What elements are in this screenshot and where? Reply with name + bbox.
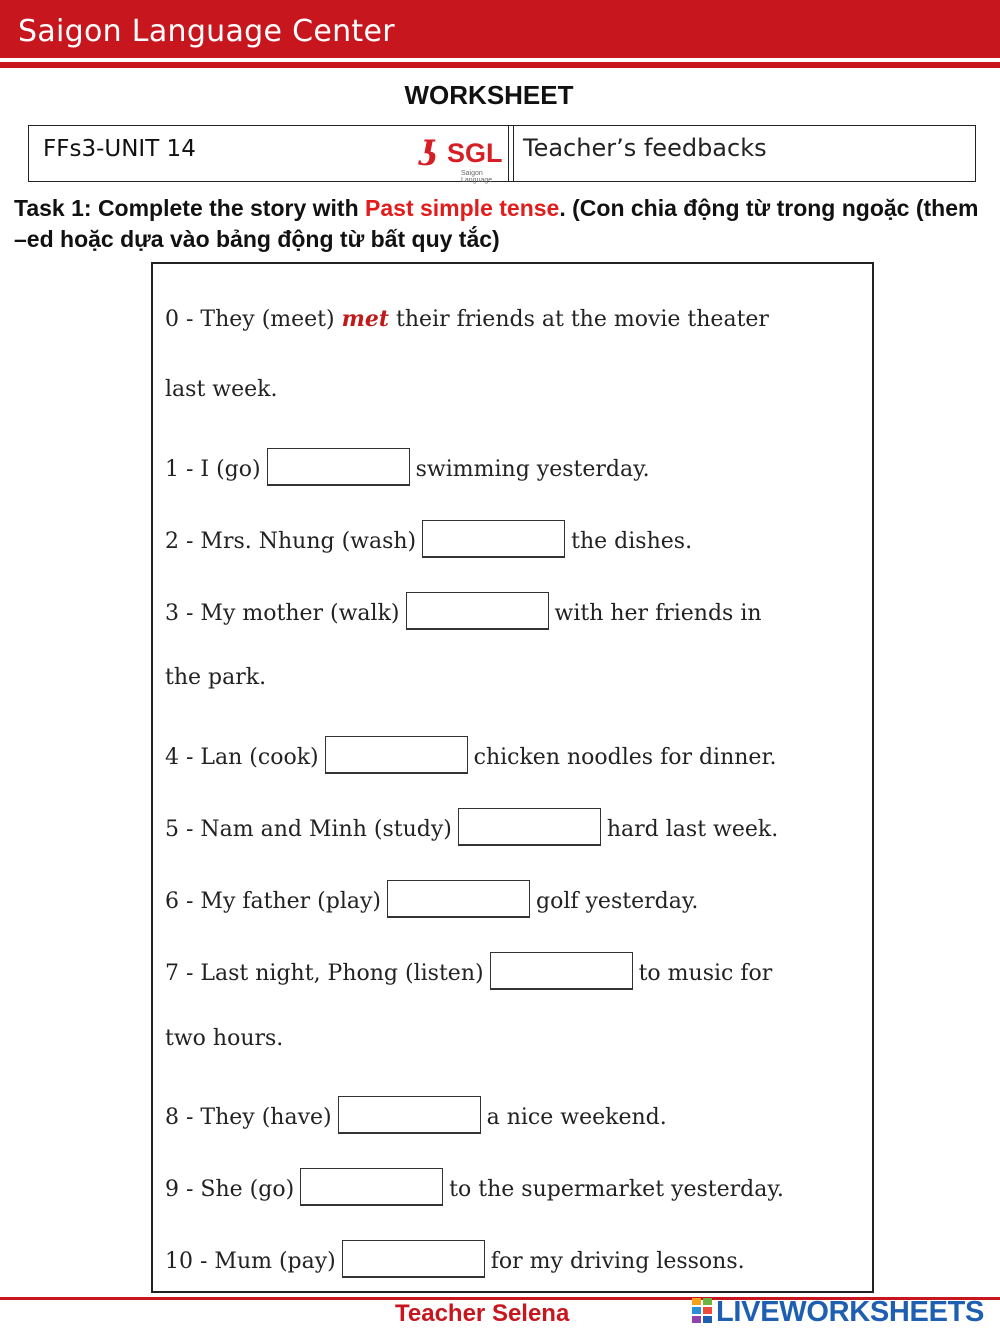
item-text: 10 - Mum (pay) bbox=[165, 1249, 336, 1274]
example-prefix: 0 - They (meet) bbox=[165, 307, 342, 332]
item-text: golf yesterday. bbox=[536, 889, 699, 914]
item-text: 5 - Nam and Minh (study) bbox=[165, 817, 452, 842]
item-text: 2 - Mrs. Nhung (wash) bbox=[165, 529, 417, 554]
header-bar bbox=[0, 0, 1000, 58]
list-item bbox=[165, 592, 762, 630]
unit-cell bbox=[29, 126, 509, 184]
item-text: 6 - My father (play) bbox=[165, 889, 381, 914]
feedback-label: Teacher’s feedbacks bbox=[523, 134, 767, 162]
item-text: to music for bbox=[638, 961, 773, 986]
list-item bbox=[165, 880, 698, 918]
list-item bbox=[165, 448, 650, 486]
item-text: with her friends in bbox=[554, 601, 762, 626]
example-suffix: their friends at the movie theater bbox=[389, 307, 769, 332]
item-text: the dishes. bbox=[571, 529, 693, 554]
item-text: 9 - She (go) bbox=[165, 1177, 295, 1202]
answer-input-1[interactable] bbox=[267, 448, 410, 486]
worksheet-title: WORKSHEET bbox=[404, 80, 574, 110]
item-text: swimming yesterday. bbox=[415, 457, 650, 482]
liveworksheets-text: LIVEWORKSHEETS bbox=[716, 1296, 985, 1328]
unit-label: FFs3-UNIT 14 bbox=[43, 136, 196, 162]
sgl-logo bbox=[419, 132, 509, 184]
answer-input-6[interactable] bbox=[387, 880, 530, 918]
item-continuation: the park. bbox=[165, 665, 267, 690]
item-text: for my driving lessons. bbox=[490, 1249, 745, 1274]
item-text: hard last week. bbox=[606, 817, 779, 842]
answer-input-8[interactable] bbox=[338, 1096, 481, 1134]
answer-input-4[interactable] bbox=[325, 736, 468, 774]
item-text: 1 - I (go) bbox=[165, 457, 261, 482]
sgl-logo-text: SGL bbox=[447, 138, 503, 168]
list-item bbox=[165, 808, 778, 846]
list-item bbox=[165, 1240, 745, 1278]
item-text: chicken noodles for dinner. bbox=[473, 745, 777, 770]
item-text: 8 - They (have) bbox=[165, 1105, 332, 1130]
teacher-name: Teacher Selena bbox=[395, 1300, 570, 1327]
task-prefix: Task 1: Complete the story with bbox=[14, 195, 366, 221]
answer-input-3[interactable] bbox=[406, 592, 549, 630]
answer-input-9[interactable] bbox=[300, 1168, 443, 1206]
liveworksheets-logo bbox=[692, 1296, 984, 1329]
list-item bbox=[165, 1096, 667, 1134]
exercise-box bbox=[151, 262, 874, 1293]
cell-divider bbox=[513, 126, 514, 181]
answer-input-7[interactable] bbox=[490, 952, 633, 990]
liveworksheets-icon bbox=[692, 1298, 714, 1324]
item-continuation: two hours. bbox=[165, 1026, 284, 1051]
item-text: to the supermarket yesterday. bbox=[449, 1177, 784, 1202]
list-item bbox=[165, 520, 692, 558]
example-line-2: last week. bbox=[165, 377, 278, 402]
item-text: a nice weekend. bbox=[486, 1105, 667, 1130]
list-item bbox=[165, 952, 772, 990]
info-table bbox=[28, 125, 976, 182]
answer-input-5[interactable] bbox=[458, 808, 601, 846]
list-item bbox=[165, 736, 777, 774]
task-instruction bbox=[14, 193, 989, 255]
item-text: 3 - My mother (walk) bbox=[165, 601, 400, 626]
answer-input-2[interactable] bbox=[422, 520, 565, 558]
center-name: Saigon Language Center bbox=[18, 14, 395, 49]
item-text: 4 - Lan (cook) bbox=[165, 745, 319, 770]
example-answer: met bbox=[341, 306, 390, 332]
list-item bbox=[165, 1168, 784, 1206]
sgl-logo-icon: ʖ bbox=[419, 134, 438, 174]
sgl-logo-subtext: Saigon Language bbox=[461, 170, 493, 184]
item-text: 7 - Last night, Phong (listen) bbox=[165, 961, 484, 986]
header-divider bbox=[0, 62, 1000, 68]
example-line bbox=[165, 305, 769, 334]
task-suffix: . (Con chia động từ trong ngoặc (them –ed hoặc dựa vào bảng động từ bất quy tắc) bbox=[14, 195, 979, 252]
answer-input-10[interactable] bbox=[342, 1240, 485, 1278]
task-highlight: Past simple tense bbox=[365, 195, 560, 221]
